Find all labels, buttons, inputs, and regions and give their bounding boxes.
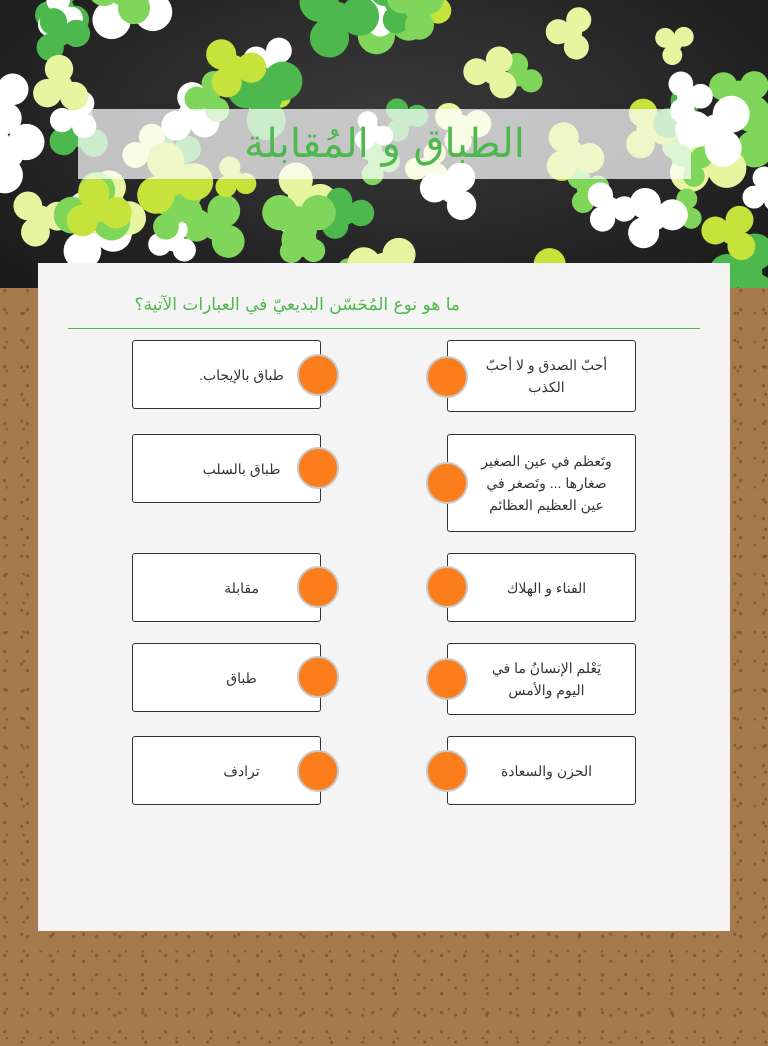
statement-connector-dot[interactable] <box>426 462 468 504</box>
clover-icon <box>543 4 592 60</box>
statement-card[interactable] <box>447 643 636 715</box>
statement-text: الفناء و الهلاك <box>506 579 587 596</box>
statement-text: أحبّ الصدق و لا أحبّ الكذب <box>485 357 608 395</box>
statement-connector-dot[interactable] <box>426 566 468 608</box>
answer-card[interactable] <box>132 434 321 503</box>
answer-connector-dot[interactable] <box>297 656 339 698</box>
answer-connector-dot[interactable] <box>297 566 339 608</box>
answer-text: طباق بالسلب <box>202 460 281 477</box>
activity-panel <box>38 263 730 931</box>
answer-text: مقابلة <box>224 579 259 596</box>
answer-card[interactable] <box>132 643 321 712</box>
statement-connector-dot[interactable] <box>426 658 468 700</box>
statement-text: الحزن والسعادة <box>500 762 593 779</box>
answer-text: طباق بالإيجاب. <box>199 366 284 383</box>
answer-card[interactable] <box>132 340 321 409</box>
statement-text: وتَعظم في عين الصغير صغارها ... وتَصغر في عين العظيم العظائم <box>481 453 612 513</box>
answer-card[interactable] <box>132 736 321 805</box>
answer-text: ترادف <box>223 762 260 779</box>
statement-card[interactable] <box>447 553 636 622</box>
title-band <box>78 109 691 179</box>
statement-connector-dot[interactable] <box>426 750 468 792</box>
answer-connector-dot[interactable] <box>297 354 339 396</box>
statement-card[interactable] <box>447 736 636 805</box>
page-title: الطباق و المُقابلة <box>244 121 525 167</box>
answer-text: طباق <box>226 669 257 686</box>
statement-text: يَعْلم الإنسانُ ما في اليوم والأمس <box>491 660 602 698</box>
clover-icon <box>646 15 698 69</box>
answer-card[interactable] <box>132 553 321 622</box>
answer-connector-dot[interactable] <box>297 750 339 792</box>
statement-connector-dot[interactable] <box>426 356 468 398</box>
chalkboard-header <box>0 0 768 288</box>
question-text: ما هو نوع المُحَسّن البديعيّ في العبارات الآتية؟ <box>68 293 700 329</box>
statement-card[interactable] <box>447 434 636 532</box>
statement-card[interactable] <box>447 340 636 412</box>
answer-connector-dot[interactable] <box>297 447 339 489</box>
